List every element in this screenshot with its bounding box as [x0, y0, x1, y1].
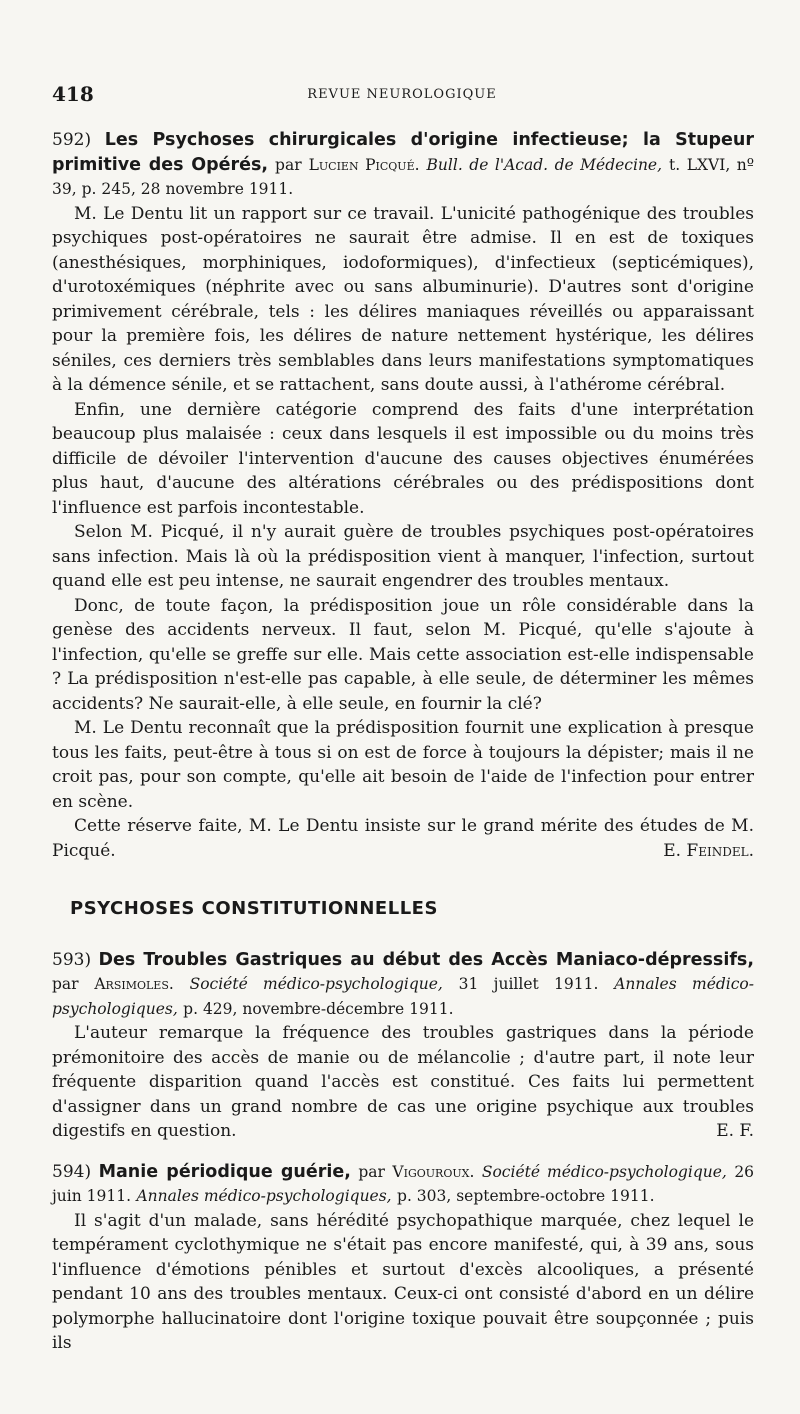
article-title: Des Troubles Gastriques au début des Accès Maniaco-dépressifs, — [98, 949, 754, 970]
article-signature: E. F. — [716, 1121, 754, 1141]
article-journal-2: Annales médico-psychologiques, — [136, 1187, 392, 1205]
article-by: par — [358, 1162, 385, 1181]
article-593-heading — [52, 948, 754, 1022]
page-number: 418 — [52, 82, 94, 106]
article-title: Manie périodique guérie, — [98, 1161, 351, 1182]
article-by: par — [275, 155, 302, 174]
article-journal: Société médico-psychologique, — [481, 1162, 727, 1181]
article-author: Arsimoles. — [94, 975, 174, 993]
article-citation: t. LXVI, nº 39, p. 245, 28 novembre 1911. — [52, 155, 755, 198]
article-journal-2: Annales médico-psychologiques, — [52, 975, 754, 1018]
article-title: Les Psychoses chirurgicales d'origine infectieuse; la Stupeur primitive des Opérés, — [52, 130, 755, 175]
article-citation: 31 juillet 1911. — [458, 975, 599, 993]
article-citation: 26 juin 1911. — [52, 1162, 755, 1205]
article-594 — [52, 1160, 754, 1356]
paragraph-last — [52, 1021, 754, 1144]
paragraph-last — [52, 814, 754, 863]
paragraph: Il s'agit d'un malade, sans hérédité psychopathique marquée, chez lequel le tempérament cyclothymique ne s'était pas encore manifesté, qui, à 39 ans, sous l'influence d'émotions pénibles et surtout d'excès alcooliques, a présenté pendant 10 ans des troubles mentaux. Ceux-ci ont consisté d'abord en un délire polymorphe hallucinatoire dont l'origine toxique pouvait être soupçonnée ; puis ils — [52, 1210, 754, 1353]
article-number: 592) — [52, 130, 92, 150]
article-by: par — [52, 975, 79, 993]
spacer — [52, 1144, 754, 1160]
article-journal: Société médico-psychologique, — [189, 975, 443, 993]
article-592 — [52, 128, 754, 863]
article-author: Lucien Picqué. — [308, 155, 420, 174]
running-title: REVUE NEUROLOGIQUE — [307, 87, 497, 102]
paragraph: M. Le Dentu lit un rapport sur ce travail. L'unicité pathogénique des troubles psychiques post-opératoires ne saurait être admise. Il en est de toxiques (anesthésiques, morphiniques, iodoformiques), d'infectieux (septicémiques), d'urotoxémiques (néphrite avec ou sans albuminurie). D'autres sont d'origine primivement cérébrale, tels : les délires maniaques réveillés ou apparaissant pour la première fois, les délires de nature nettement hystérique, les délires séniles, ces derniers très semblables dans leurs manifestations symptomatiques à la démence sénile, et se rattachent, sans doute aussi, à l'athérome cérébral. — [52, 203, 754, 395]
page-content — [52, 128, 754, 1356]
article-author: Vigouroux. — [392, 1162, 475, 1181]
paragraph: Donc, de toute façon, la prédisposition joue un rôle considérable dans la genèse des accidents nerveux. Il faut, selon M. Picqué, qu'elle s'ajoute à l'infection, qu'elle se greffe sur elle. Mais cette association est-elle indispensable ? La prédisposition n'est-elle pas capable, à elle seule, de déterminer les mêmes accidents? Ne saurait-elle, à elle seule, en fournir la clé? — [52, 595, 754, 714]
article-number: 593) — [52, 949, 92, 970]
paragraph-text: L'auteur remarque la fréquence des troubles gastriques dans la période prémonitoire des accès de manie ou de mélancolie ; d'autre part, il note leur fréquente disparition quand l'accès est constitué. Ces faits lui permettent d'assigner dans un grand nombre de cas une origine psychique aux troubles digestifs en question. — [52, 1023, 754, 1141]
article-592-heading — [52, 128, 754, 202]
paragraph: Enfin, une dernière catégorie comprend des faits d'une interprétation beaucoup plus malaisée : ceux dans lesquels il est impossible ou du moins très difficile de dévoiler l'intervention d'aucune des causes objectives énumérées plus haut, d'aucune des altérations cérébrales ou des prédispositions dont l'influence est parfois incontestable. — [52, 399, 754, 518]
paragraph-text: Cette réserve faite, M. Le Dentu insiste sur le grand mérite des études de M. Picqué. — [52, 816, 754, 861]
article-citation-2: p. 303, septembre-octobre 1911. — [397, 1187, 655, 1205]
article-citation-2: p. 429, novembre-décembre 1911. — [183, 999, 454, 1018]
article-number: 594) — [52, 1161, 92, 1182]
article-593 — [52, 948, 754, 1144]
paragraph: Selon M. Picqué, il n'y aurait guère de troubles psychiques post-opératoires sans infection. Mais là où la prédisposition vient à manquer, l'infection, surtout quand elle est peu intense, ne saurait engendrer des troubles mentaux. — [52, 522, 754, 591]
article-signature: E. Feindel. — [663, 840, 754, 861]
page-header — [52, 82, 752, 108]
section-heading: PSYCHOSES CONSTITUTIONNELLES — [70, 898, 438, 919]
article-journal: Bull. de l'Acad. de Médecine, — [426, 155, 663, 174]
paragraph: M. Le Dentu reconnaît que la prédisposition fournit une explication à presque tous les faits, peut-être à tous si on est de force à toujours la dépister; mais il ne croit pas, pour son compte, qu'elle ait besoin de l'aide de l'infection pour entrer en scène. — [52, 718, 754, 812]
article-594-heading — [52, 1160, 754, 1209]
